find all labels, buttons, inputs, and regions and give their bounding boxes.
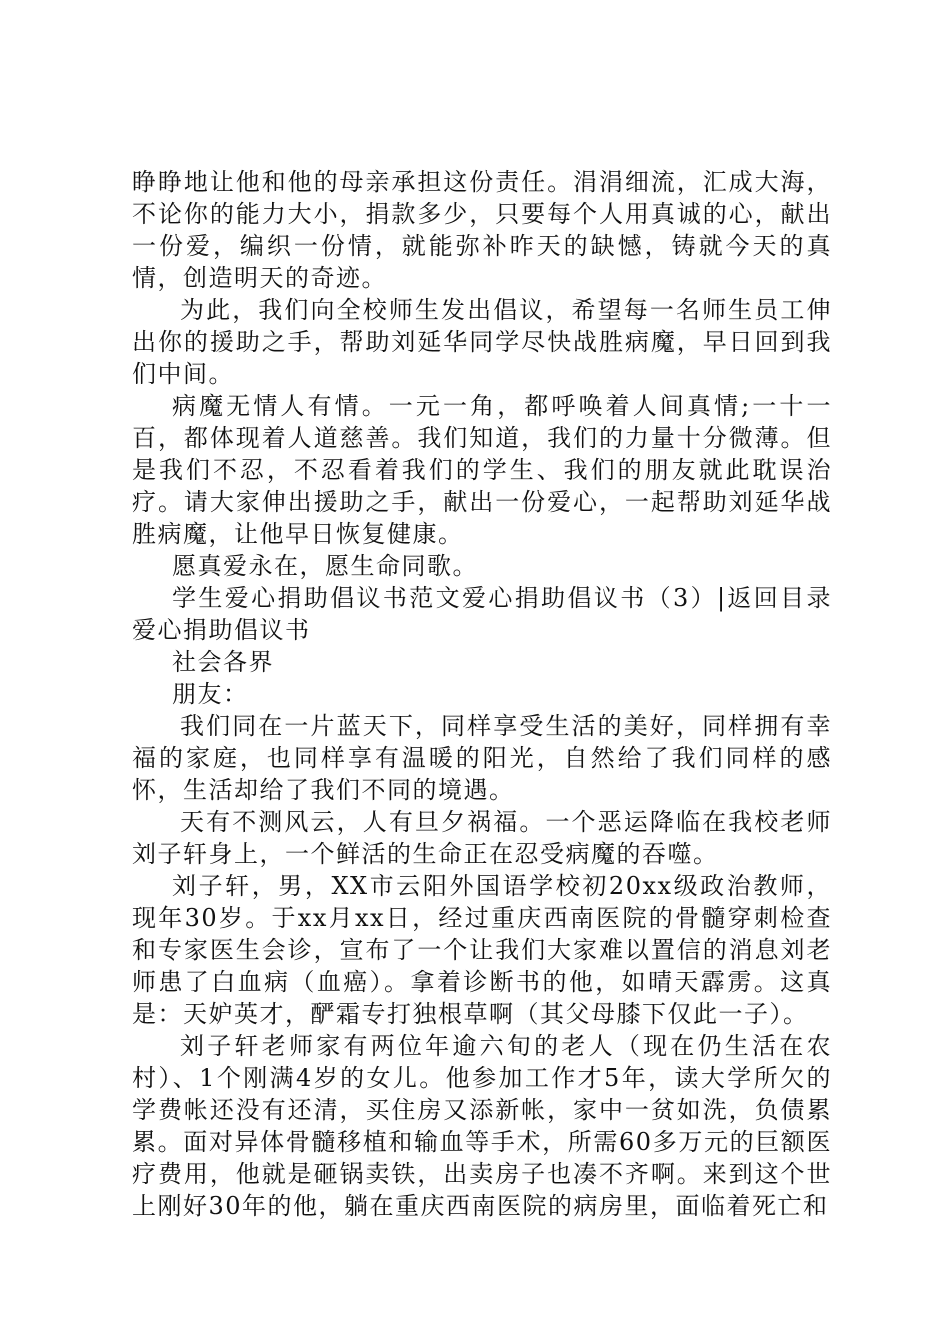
paragraph-3: 病魔无情人有情。一元一角，都呼唤着人间真情;一十一百，都体现着人道慈善。我们知道，我们的力量十分微薄。但是我们不忍，不忍看着我们的学生、我们的朋友就此耽误治疗。请大家伸出援助之手，献出一份爱心，一起帮助刘延华战胜病魔，让他早日恢复健康。 xyxy=(132,392,832,548)
paragraph-2: 为此，我们向全校师生发出倡议，希望每一名师生员工伸出你的援助之手，帮助刘延华同学尽快战胜病魔，早日回到我们中间。 xyxy=(132,296,832,388)
paragraph-7: 刘子轩，男，XX市云阳外国语学校初20xx级政治教师，现年30岁。于xx月xx日，经过重庆西南医院的骨髓穿刺检查和专家医生会诊，宣布了一个让我们大家难以置信的消息刘老师患了白血病（血癌）。拿着诊断书的他，如晴天霹雳。这真是：天妒英才，酽霜专打独根草啊（其父母膝下仅此一子）。 xyxy=(132,872,832,1028)
paragraph-8: 刘子轩老师家有两位年逾六旬的老人（现在仍生活在农村）、1个刚满4岁的女儿。他参加工作才5年，读大学所欠的学费帐还没有还清，买住房又添新帐，家中一贫如洗，负债累累。面对异体骨髓移植和输血等手术，所需60多万元的巨额医疗费用，他就是砸锅卖铁，出卖房子也凑不齐啊。来到这个世上刚好30年的他，躺在重庆西南医院的病房里，面临着死亡和 xyxy=(132,1032,832,1220)
paragraph-4: 愿真爱永在，愿生命同歌。 xyxy=(172,552,478,580)
paragraph-6: 天有不测风云，人有旦夕祸福。一个恶运降临在我校老师刘子轩身上，一个鲜活的生命正在忍受病魔的吞噬。 xyxy=(132,808,832,868)
document-body xyxy=(132,166,832,1222)
paragraph-1: 睁睁地让他和他的母亲承担这份责任。涓涓细流，汇成大海，不论你的能力大小，捐款多少，只要每个人用真诚的心，献出一份爱，编织一份情，就能弥补昨天的缺憾，铸就今天的真情，创造明天的奇迹。 xyxy=(132,168,832,292)
salutation-line-1: 社会各界 xyxy=(172,648,274,676)
section-heading-link: 学生爱心捐助倡议书范文爱心捐助倡议书（3）|返回目录爱心捐助倡议书 xyxy=(132,584,832,644)
paragraph-5: 我们同在一片蓝天下，同样享受生活的美好，同样拥有幸福的家庭，也同样享有温暖的阳光，自然给了我们同样的感怀，生活却给了我们不同的境遇。 xyxy=(132,712,832,804)
salutation-line-2: 朋友： xyxy=(172,680,249,708)
